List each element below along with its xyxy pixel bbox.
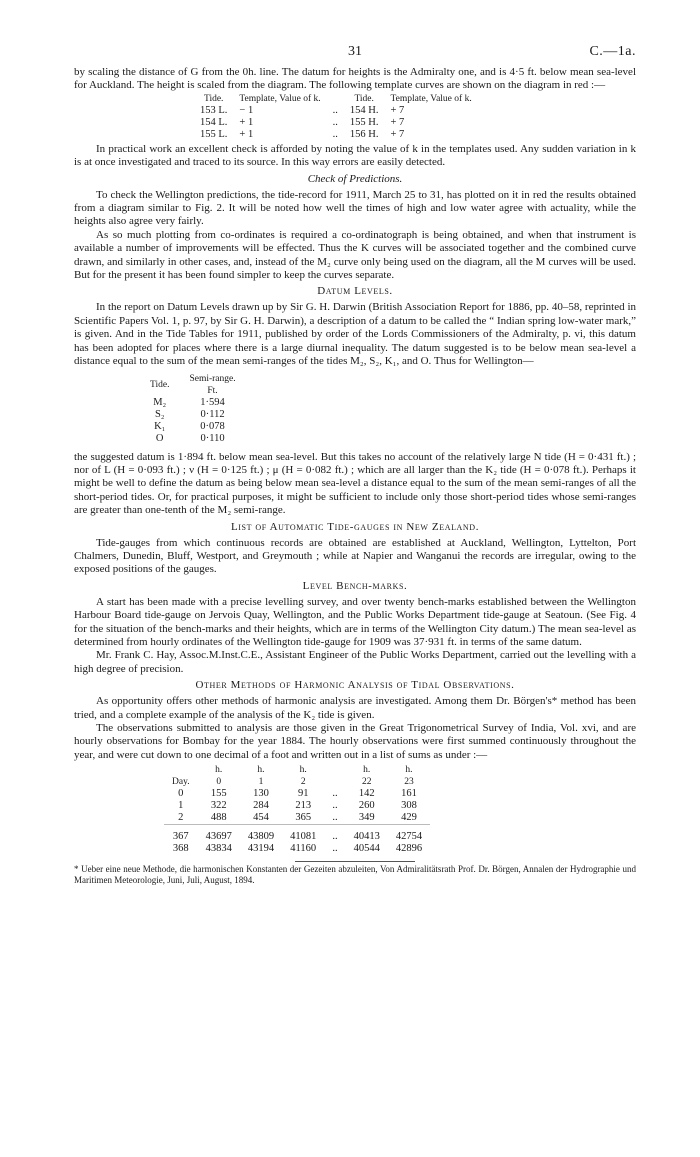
table-cell: 153 L. [200, 104, 228, 116]
table-cell: .. [332, 788, 338, 800]
table-cell: 349 [358, 812, 375, 824]
section-heading-check: Check of Predictions. [307, 172, 403, 185]
table-cell: + 1 [239, 128, 254, 140]
table-cell: 42896 [395, 843, 423, 855]
semi-range-label: Semi-range. [189, 373, 236, 384]
section-heading-datum: Datum Levels. [317, 285, 393, 298]
table-cell: 155 L. [200, 128, 228, 140]
semi-range-unit: Ft. [207, 385, 218, 396]
table-cell: 43194 [247, 843, 275, 855]
table-header: Template, Value of k. [239, 93, 321, 104]
table-cell: 260 [358, 800, 375, 812]
table-header [327, 93, 344, 105]
table-row [164, 812, 430, 825]
table-cell: 155 H. [349, 116, 379, 128]
table-cell: O [155, 432, 164, 444]
footnote: * Ueber eine neue Methode, die harmonischen Konstanten der Gezeiten abzuleiten, Von Admiralitätsrath Prof. Dr. Börgen, Annalen der Hydrographie und Maritimen Meteorologie, Juni, Juli, August, 1894. [74, 864, 636, 886]
paragraph-frank-hay: Mr. Frank C. Hay, Assoc.M.Inst.C.E., Assistant Engineer of the Public Works Department, carried out the levelling with a high degree of precision. [74, 649, 636, 675]
table-cell: 454 [253, 812, 269, 824]
table-cell: 2 [178, 812, 184, 824]
paragraph-scaling: by scaling the distance of G from the 0h. line. The datum for heights is the Admiralty one, and is 4·5 ft. below mean sea-level for Auckland. The height is scaled from the diagram. The following template curves are shown on the diagram in red :— [74, 66, 636, 92]
table-cell: 368 [172, 843, 189, 855]
table-header: h. [257, 765, 265, 776]
table-cell: 43834 [205, 843, 232, 855]
semi-range-table [140, 373, 246, 445]
table-cell: 43809 [240, 825, 282, 844]
table-cell: 154 L. [200, 116, 228, 128]
table-row [164, 843, 430, 855]
table-cell: 0·078 [200, 420, 225, 432]
paragraph-observations: The observations submitted to analysis are those given in the Great Trigonometrical Survey of India, Vol. xvi, and are hourly observations for Bombay for the year 1884. The hourly observations were first summed continuously throughout the year, and were cut down to one decimal of a foot and written out in a list of sums as under :— [74, 722, 636, 761]
table-header: h. [215, 765, 223, 776]
table-cell: M₂ [153, 396, 167, 408]
table-cell: .. [332, 116, 338, 128]
table-cell: 0·110 [200, 432, 225, 444]
table-row [164, 825, 430, 844]
paragraph-coordinatograph: As so much plotting from co-ordinates is required a co-ordinatograph is being obtained, and when that instrument is available a number of improvements will be effected. Thus the K curves will be associated together and the combined curve drawn, and similarly in other cases, and, instead of the M₂ curve only being used on the diagram, all the M curves will be used. But for the present it has been found simpler to keep the curves separate. [74, 228, 636, 282]
table-cell: .. [332, 843, 338, 855]
table-cell: + 7 [390, 128, 405, 140]
table-row [140, 421, 246, 433]
hourly-sums-table [164, 764, 430, 855]
table-header: 0 [216, 777, 222, 788]
table-cell: 41081 [282, 825, 324, 844]
table-cell: 40413 [346, 825, 388, 844]
table-header: h. [363, 765, 371, 776]
table-row [164, 800, 430, 812]
table-cell: + 7 [390, 104, 405, 116]
table-row [194, 105, 478, 117]
table-cell: K₁ [154, 420, 166, 432]
table-cell: .. [332, 104, 338, 116]
paragraph-check-wellington: To check the Wellington predictions, the tide-record for 1911, March 25 to 31, has plotted on it in red the results obtained from a diagram similar to Fig. 2. It will be noted how well the times of high and low water agree with actuality, while the heights also agree very fairly. [74, 188, 636, 228]
table-cell: 40544 [353, 843, 380, 855]
table-cell: 322 [210, 800, 227, 812]
table-cell: 1 [178, 800, 184, 812]
paragraph-levelling-survey: A start has been made with a precise levelling survey, and over twenty bench-marks established between the Wellington Harbour Board tide-gauge on Jervois Quay, Wellington, and the Public Works Department tide-gauge at Seatoun. (See Fig. 4 for the situation of the bench-marks and their heights, which are in terms of the Wellington City datum.) The mean sea-level as determined from hourly ordinates of the Wellington tide-gauge for 1909 was 37·931 ft. in terms of the same datum. [74, 595, 636, 648]
table-header: 1 [258, 777, 264, 788]
table-header: 22 [361, 777, 372, 788]
page-number: 31 [348, 44, 362, 59]
table-cell: 429 [401, 812, 417, 824]
table-row [194, 117, 478, 129]
table-cell: + 7 [390, 116, 405, 128]
table-cell: 365 [295, 812, 312, 824]
table-cell: 42754 [388, 825, 430, 844]
table-cell: .. [332, 128, 338, 140]
footnote-divider [295, 861, 415, 862]
table-row [164, 788, 430, 800]
page-header [74, 44, 636, 66]
template-curves-table [194, 93, 478, 141]
table-cell: 284 [253, 800, 269, 812]
table-cell: S₂ [154, 408, 165, 420]
table-header [164, 764, 198, 776]
table-header: 2 [300, 777, 306, 788]
table-cell: − 1 [239, 104, 254, 116]
table-header: h. [405, 765, 413, 776]
section-heading-bench-marks: Level Bench-marks. [302, 579, 408, 592]
table-cell: .. [332, 800, 338, 812]
table-cell: .. [324, 825, 345, 844]
table-cell: 155 [210, 788, 227, 800]
table-cell: 130 [253, 788, 269, 800]
table-header [324, 776, 345, 788]
table-cell: .. [332, 812, 338, 824]
table-cell: 142 [358, 788, 375, 800]
table-cell: 156 H. [349, 128, 379, 140]
table-header: Tide. [354, 93, 374, 104]
table-cell: + 1 [239, 116, 254, 128]
table-header [324, 764, 345, 776]
table-header: Tide. [150, 379, 170, 390]
table-cell: 41160 [290, 843, 317, 855]
table-header: h. [299, 765, 307, 776]
table-cell: 43697 [198, 825, 240, 844]
table-row [140, 409, 246, 421]
table-row [140, 433, 246, 445]
section-heading-other-methods: Other Methods of Harmonic Analysis of Tidal Observations. [195, 679, 515, 692]
table-cell: 0 [178, 788, 184, 800]
table-cell: 91 [297, 788, 309, 800]
paragraph-practical-work: In practical work an excellent check is afforded by noting the value of k in the templates used. Any sudden variation in k is at once investigated and traced to its source. In this way errors are easily detected. [74, 142, 636, 169]
table-row [194, 129, 478, 141]
table-row [140, 397, 246, 409]
table-cell: 213 [295, 800, 312, 812]
table-cell: 367 [164, 825, 198, 844]
document-page [74, 44, 636, 886]
section-heading-gauges: List of Automatic Tide-gauges in New Zealand. [230, 520, 480, 533]
table-header: Day. [172, 777, 190, 788]
table-cell: 308 [401, 800, 417, 812]
table-cell: 0·112 [200, 408, 225, 420]
document-reference: C.—1a. [589, 44, 636, 59]
table-header: Tide. [203, 93, 224, 104]
table-header: Template, Value of k. [390, 93, 472, 104]
table-cell: 154 H. [349, 104, 379, 116]
paragraph-suggested-datum: the suggested datum is 1·894 ft. below mean sea-level. But this takes no account of the relatively large N tide (H = 0·431 ft.) ; nor of L (H = 0·093 ft.) ; ν (H = 0·125 ft.) ; μ (H = 0·082 ft.) ; which are all larger than the K₂ tide (H = 0·078 ft.). Perhaps it might be well to define the datum as being below mean sea-level a distance equal to the sum of the mean semi-ranges of all the short-period tides. Or, for practical purposes, it might be sufficient to include only those short-period tides whose semi-ranges are greater than one-tenth of the M₂ semi-range. [74, 450, 636, 517]
table-header: 23 [404, 777, 414, 788]
table-cell: 161 [401, 788, 417, 800]
paragraph-tide-gauges: Tide-gauges from which continuous records are obtained are established at Auckland, Wellington, Lyttelton, Port Chalmers, Dunedin, Bluff, Westport, and Greymouth ; while at Napier and Wanganui the records are irregular, owing to the exposed positions of the gauges. [74, 536, 636, 576]
paragraph-borgen-method: As opportunity offers other methods of harmonic analysis are investigated. Among them Dr. Börgen's* method has been tried, and a complete example of the analysis of the K₂ tide is given. [74, 695, 636, 721]
table-cell: 1·594 [200, 396, 225, 408]
table-header [179, 373, 245, 397]
table-cell: 488 [210, 812, 227, 824]
paragraph-datum-levels: In the report on Datum Levels drawn up by Sir G. H. Darwin (British Association Report for 1886, pp. 40–58, reprinted in Scientific Papers Vol. 1, p. 97, by Sir G. H. Darwin), a description of a datum to be called the “ Indian spring low-water mark,” is given. And in the Tide Tables for 1911, published by order of the Lords Commissioners of the Admiralty, p. vi, this datum has been adopted for places where there is a large diurnal inequality. The datum suggested is to be below mean sea-level a distance equal to the sum of the mean semi-ranges of the tides M₂, S₂, K₁, and O. Thus for Wellington— [74, 301, 636, 368]
